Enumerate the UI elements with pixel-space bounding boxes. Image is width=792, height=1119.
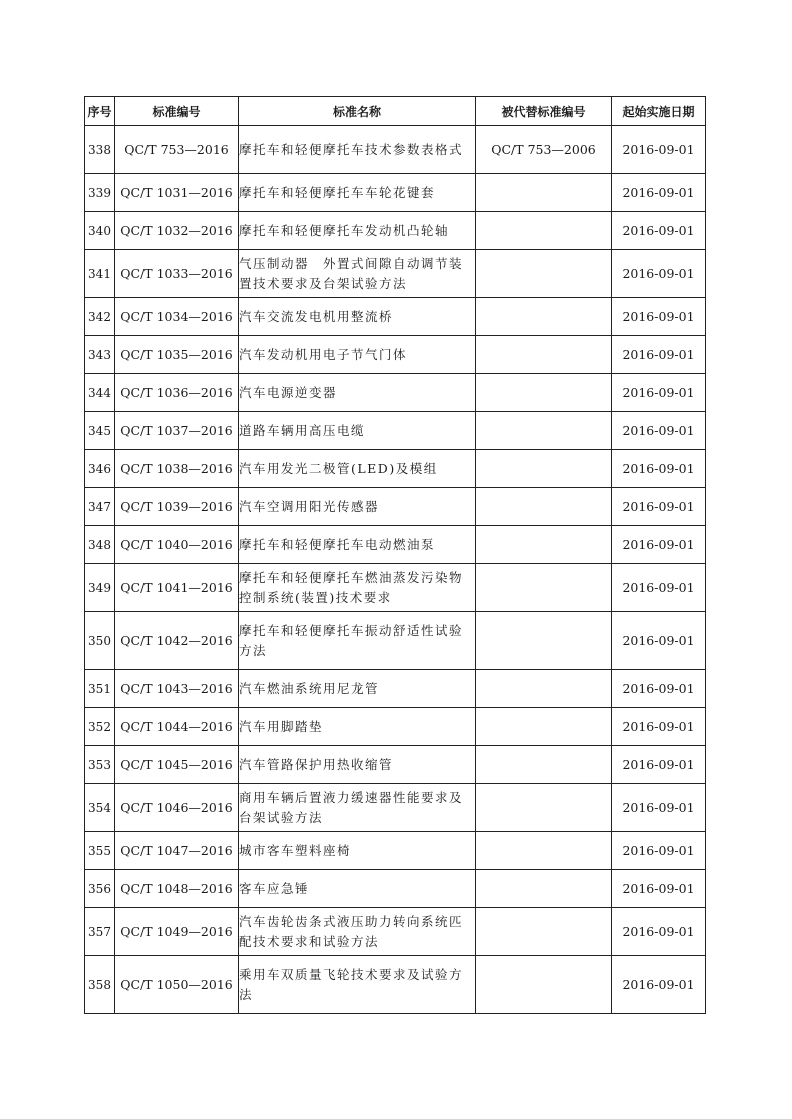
- header-standard-name: 标准名称: [239, 97, 476, 126]
- serial-number-cell: 350: [85, 612, 115, 670]
- standard-name-cell: 摩托车和轻便摩托车燃油蒸发污染物控制系统(装置)技术要求: [239, 564, 476, 612]
- effective-date-cell: 2016-09-01: [612, 212, 706, 250]
- table-body: [85, 126, 706, 1014]
- standard-code-cell: QC/T 1043—2016: [115, 670, 239, 708]
- replaced-code-cell: [476, 412, 612, 450]
- serial-number-cell: 355: [85, 832, 115, 870]
- serial-number-cell: 343: [85, 336, 115, 374]
- table-row: [85, 670, 706, 708]
- serial-number-cell: 342: [85, 298, 115, 336]
- replaced-code-cell: [476, 708, 612, 746]
- standard-name-cell: 摩托车和轻便摩托车振动舒适性试验方法: [239, 612, 476, 670]
- table-row: [85, 488, 706, 526]
- replaced-code-cell: [476, 870, 612, 908]
- standard-code-cell: QC/T 1033—2016: [115, 250, 239, 298]
- standard-name-cell: 摩托车和轻便摩托车车轮花键套: [239, 174, 476, 212]
- table-row: [85, 250, 706, 298]
- standard-name-cell: 道路车辆用高压电缆: [239, 412, 476, 450]
- table-header: [85, 97, 706, 126]
- replaced-code-cell: [476, 832, 612, 870]
- serial-number-cell: 356: [85, 870, 115, 908]
- table-row: [85, 612, 706, 670]
- replaced-code-cell: [476, 784, 612, 832]
- header-standard-code: 标准编号: [115, 97, 239, 126]
- table-row: [85, 870, 706, 908]
- replaced-code-cell: [476, 298, 612, 336]
- replaced-code-cell: [476, 956, 612, 1014]
- replaced-code-cell: [476, 374, 612, 412]
- replaced-code-cell: [476, 450, 612, 488]
- effective-date-cell: 2016-09-01: [612, 832, 706, 870]
- standard-code-cell: QC/T 1042—2016: [115, 612, 239, 670]
- header-serial-number: 序号: [85, 97, 115, 126]
- effective-date-cell: 2016-09-01: [612, 412, 706, 450]
- standard-code-cell: QC/T 1038—2016: [115, 450, 239, 488]
- replaced-code-cell: [476, 908, 612, 956]
- effective-date-cell: 2016-09-01: [612, 298, 706, 336]
- serial-number-cell: 357: [85, 908, 115, 956]
- table-row: [85, 564, 706, 612]
- replaced-code-cell: [476, 670, 612, 708]
- standard-code-cell: QC/T 1035—2016: [115, 336, 239, 374]
- standard-name-cell: 汽车发动机用电子节气门体: [239, 336, 476, 374]
- standard-name-cell: 汽车电源逆变器: [239, 374, 476, 412]
- standard-name-cell: 商用车辆后置液力缓速器性能要求及台架试验方法: [239, 784, 476, 832]
- replaced-code-cell: [476, 336, 612, 374]
- effective-date-cell: 2016-09-01: [612, 374, 706, 412]
- table-row: [85, 450, 706, 488]
- standard-code-cell: QC/T 1036—2016: [115, 374, 239, 412]
- serial-number-cell: 358: [85, 956, 115, 1014]
- replaced-code-cell: [476, 746, 612, 784]
- replaced-code-cell: [476, 612, 612, 670]
- standard-name-cell: 汽车齿轮齿条式液压助力转向系统匹配技术要求和试验方法: [239, 908, 476, 956]
- standard-name-cell: 汽车交流发电机用整流桥: [239, 298, 476, 336]
- effective-date-cell: 2016-09-01: [612, 336, 706, 374]
- replaced-code-cell: [476, 564, 612, 612]
- table-row: [85, 126, 706, 174]
- replaced-code-cell: QC/T 753—2006: [476, 126, 612, 174]
- standard-name-cell: 客车应急锤: [239, 870, 476, 908]
- effective-date-cell: 2016-09-01: [612, 670, 706, 708]
- serial-number-cell: 344: [85, 374, 115, 412]
- standard-code-cell: QC/T 1047—2016: [115, 832, 239, 870]
- standard-name-cell: 摩托车和轻便摩托车电动燃油泵: [239, 526, 476, 564]
- standard-code-cell: QC/T 1048—2016: [115, 870, 239, 908]
- table-row: [85, 708, 706, 746]
- replaced-code-cell: [476, 250, 612, 298]
- table-row: [85, 908, 706, 956]
- standard-code-cell: QC/T 1049—2016: [115, 908, 239, 956]
- serial-number-cell: 354: [85, 784, 115, 832]
- table-row: [85, 526, 706, 564]
- standard-code-cell: QC/T 1034—2016: [115, 298, 239, 336]
- standard-code-cell: QC/T 1037—2016: [115, 412, 239, 450]
- standard-code-cell: QC/T 1050—2016: [115, 956, 239, 1014]
- standard-name-cell: 气压制动器 外置式间隙自动调节装置技术要求及台架试验方法: [239, 250, 476, 298]
- table-row: [85, 746, 706, 784]
- effective-date-cell: 2016-09-01: [612, 746, 706, 784]
- serial-number-cell: 339: [85, 174, 115, 212]
- effective-date-cell: 2016-09-01: [612, 174, 706, 212]
- replaced-code-cell: [476, 174, 612, 212]
- standard-name-cell: 汽车燃油系统用尼龙管: [239, 670, 476, 708]
- standard-code-cell: QC/T 1046—2016: [115, 784, 239, 832]
- table-row: [85, 212, 706, 250]
- header-replaced-code: 被代替标准编号: [476, 97, 612, 126]
- table-row: [85, 374, 706, 412]
- effective-date-cell: 2016-09-01: [612, 708, 706, 746]
- standard-name-cell: 摩托车和轻便摩托车技术参数表格式: [239, 126, 476, 174]
- table-row: [85, 336, 706, 374]
- table-row: [85, 298, 706, 336]
- standard-code-cell: QC/T 1039—2016: [115, 488, 239, 526]
- standard-code-cell: QC/T 1041—2016: [115, 564, 239, 612]
- standard-code-cell: QC/T 1032—2016: [115, 212, 239, 250]
- standard-code-cell: QC/T 1044—2016: [115, 708, 239, 746]
- standard-name-cell: 乘用车双质量飞轮技术要求及试验方法: [239, 956, 476, 1014]
- effective-date-cell: 2016-09-01: [612, 908, 706, 956]
- serial-number-cell: 345: [85, 412, 115, 450]
- effective-date-cell: 2016-09-01: [612, 870, 706, 908]
- effective-date-cell: 2016-09-01: [612, 564, 706, 612]
- serial-number-cell: 348: [85, 526, 115, 564]
- effective-date-cell: 2016-09-01: [612, 126, 706, 174]
- standard-code-cell: QC/T 753—2016: [115, 126, 239, 174]
- serial-number-cell: 340: [85, 212, 115, 250]
- standards-table: [84, 96, 706, 1014]
- effective-date-cell: 2016-09-01: [612, 956, 706, 1014]
- effective-date-cell: 2016-09-01: [612, 784, 706, 832]
- table-row: [85, 784, 706, 832]
- serial-number-cell: 338: [85, 126, 115, 174]
- effective-date-cell: 2016-09-01: [612, 612, 706, 670]
- standard-code-cell: QC/T 1031—2016: [115, 174, 239, 212]
- effective-date-cell: 2016-09-01: [612, 450, 706, 488]
- standard-name-cell: 摩托车和轻便摩托车发动机凸轮轴: [239, 212, 476, 250]
- serial-number-cell: 351: [85, 670, 115, 708]
- serial-number-cell: 352: [85, 708, 115, 746]
- replaced-code-cell: [476, 488, 612, 526]
- standard-name-cell: 汽车空调用阳光传感器: [239, 488, 476, 526]
- serial-number-cell: 353: [85, 746, 115, 784]
- serial-number-cell: 346: [85, 450, 115, 488]
- standard-name-cell: 汽车用脚踏垫: [239, 708, 476, 746]
- effective-date-cell: 2016-09-01: [612, 488, 706, 526]
- replaced-code-cell: [476, 212, 612, 250]
- table-row: [85, 412, 706, 450]
- standard-name-cell: 城市客车塑料座椅: [239, 832, 476, 870]
- effective-date-cell: 2016-09-01: [612, 250, 706, 298]
- table-row: [85, 832, 706, 870]
- serial-number-cell: 349: [85, 564, 115, 612]
- table-row: [85, 174, 706, 212]
- standard-code-cell: QC/T 1040—2016: [115, 526, 239, 564]
- header-effective-date: 起始实施日期: [612, 97, 706, 126]
- serial-number-cell: 341: [85, 250, 115, 298]
- table-row: [85, 956, 706, 1014]
- standard-name-cell: 汽车用发光二极管(LED)及模组: [239, 450, 476, 488]
- replaced-code-cell: [476, 526, 612, 564]
- serial-number-cell: 347: [85, 488, 115, 526]
- standard-code-cell: QC/T 1045—2016: [115, 746, 239, 784]
- standard-name-cell: 汽车管路保护用热收缩管: [239, 746, 476, 784]
- effective-date-cell: 2016-09-01: [612, 526, 706, 564]
